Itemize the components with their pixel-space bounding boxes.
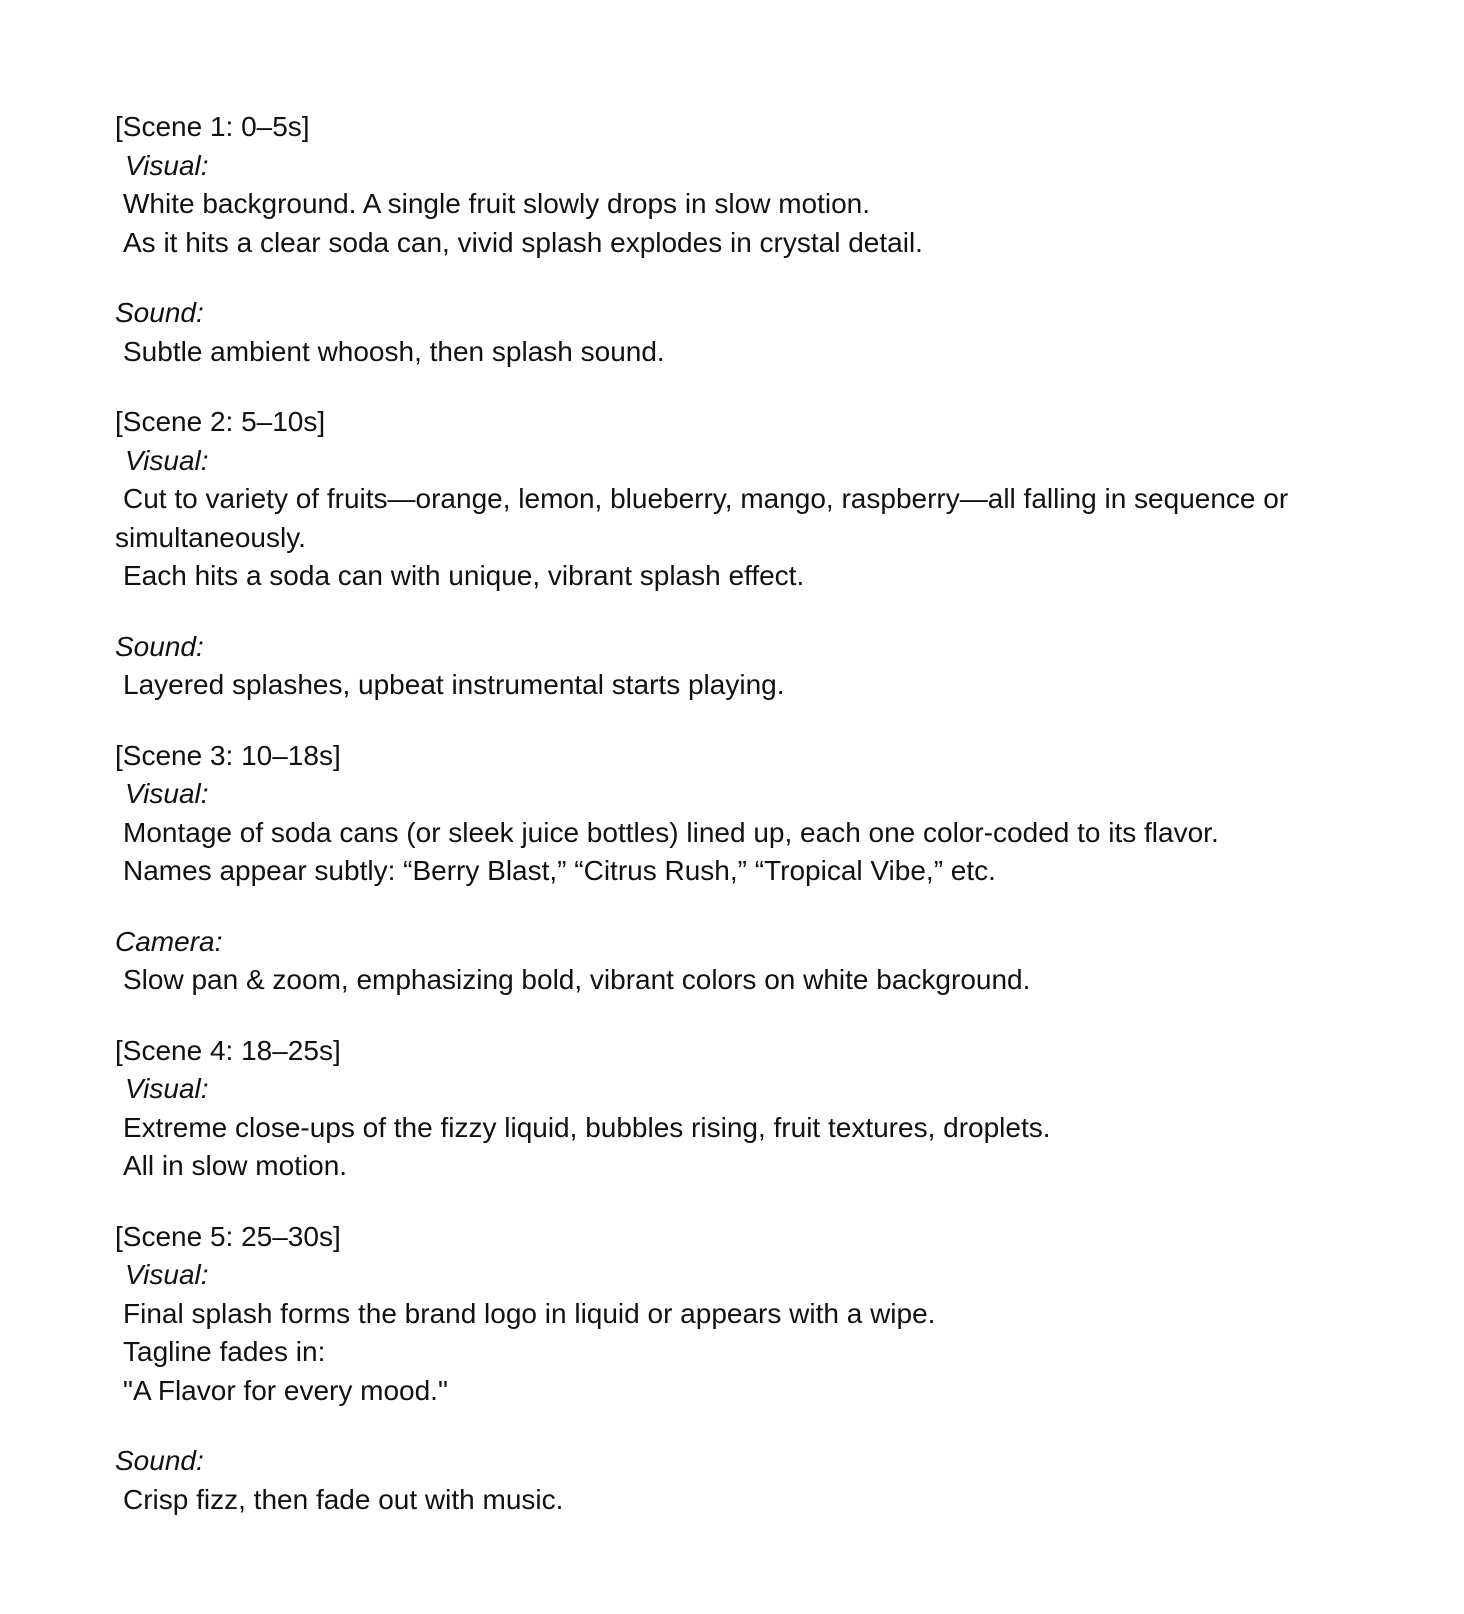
scene-4-visual-line-2: All in slow motion.	[123, 1150, 348, 1181]
scene-1-visual-label: Visual:	[125, 149, 209, 181]
scene-4-visual-line-1: Extreme close-ups of the fizzy liquid, bubbles rising, fruit textures, droplets.	[123, 1111, 1051, 1143]
scene-2-visual-line-2: simultaneously.	[115, 521, 306, 553]
scene-1-visual-line-2: As it hits a clear soda can, vivid splash explodes in crystal detail.	[123, 226, 923, 258]
scene-3-header: [Scene 3: 10–18s]	[115, 739, 341, 771]
scene-3-visual-line-2: Names appear subtly: “Berry Blast,” “Citrus Rush,” “Tropical Vibe,” etc.	[123, 855, 996, 886]
scene-5-visual-label: Visual:	[125, 1259, 209, 1290]
scene-1-visual-line-1: White background. A single fruit slowly drops in slow motion.	[123, 188, 871, 219]
scene-5-header: [Scene 5: 25–30s]	[115, 1220, 341, 1252]
scene-2-visual-label: Visual:	[125, 444, 209, 476]
scene-5-visual-line-1: Final splash forms the brand logo in liquid or appears with a wipe.	[123, 1297, 936, 1329]
scene-3-visual-label: Visual:	[125, 778, 209, 809]
scene-1-header: [Scene 1: 0–5s]	[115, 111, 310, 142]
scene-5-sound-line-1: Crisp fizz, then fade out with music.	[123, 1483, 564, 1515]
scene-2-sound-line-1: Layered splashes, upbeat instrumental starts playing.	[123, 669, 785, 700]
scene-2-header: [Scene 2: 5–10s]	[115, 406, 326, 437]
scene-4-visual-label: Visual:	[125, 1073, 209, 1104]
scene-5-visual-line-2: Tagline fades in:	[123, 1336, 326, 1367]
scene-2-visual-line-3: Each hits a soda can with unique, vibrant splash effect.	[123, 560, 805, 591]
scene-2-visual-line-1: Cut to variety of fruits—orange, lemon, blueberry, mango, raspberry—all falling in sequence or	[123, 483, 1289, 514]
scene-4-header: [Scene 4: 18–25s]	[115, 1034, 341, 1066]
scene-2-sound-label: Sound:	[115, 630, 204, 662]
scene-5-sound-label: Sound:	[115, 1445, 204, 1476]
scene-5-tagline: "A Flavor for every mood."	[123, 1374, 448, 1406]
scene-3-camera-line-1: Slow pan & zoom, emphasizing bold, vibrant colors on white background.	[123, 964, 1031, 995]
script-document	[115, 108, 1365, 1519]
scene-3-camera-label: Camera:	[115, 925, 223, 957]
scene-1-sound-line-1: Subtle ambient whoosh, then splash sound.	[123, 335, 665, 367]
scene-1-sound-label: Sound:	[115, 297, 204, 328]
scene-3-visual-line-1: Montage of soda cans (or sleek juice bottles) lined up, each one color-coded to its flavor.	[123, 816, 1219, 848]
